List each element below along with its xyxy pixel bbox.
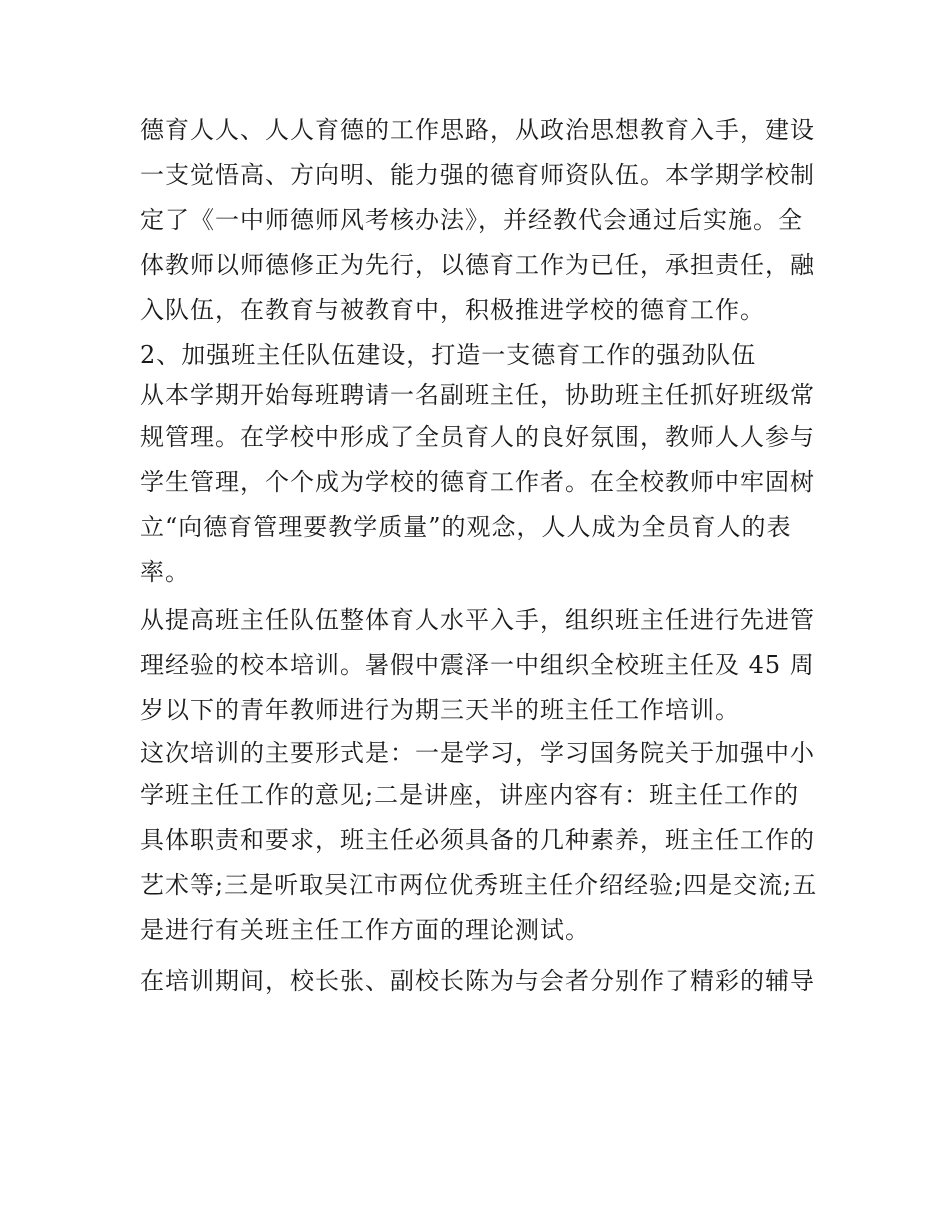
document-body [140, 108, 820, 1004]
paragraph-deputy-head-teacher [140, 375, 820, 595]
paragraph-training-period [140, 959, 820, 1004]
text-line: 入队伍，在教育与被教育中，积极推进学校的德育工作。 [140, 296, 765, 324]
text-line: 体教师以师德修正为先行，以德育工作为已任，承担责任，融 [140, 251, 815, 279]
text-line: 率。 [140, 558, 190, 586]
text-line: 德育人人、人人育德的工作思路，从政治思想教育入手，建设 [140, 116, 815, 144]
section-heading [140, 335, 820, 375]
text-line: 定了《一中师德师风考核办法》，并经教代会通过后实施。全 [140, 206, 803, 234]
text-line: 学生管理，个个成为学校的德育工作者。在全校教师中牢固树 [140, 468, 815, 496]
paragraph-training-forms [140, 733, 820, 953]
paragraph-moral-education-team [140, 108, 820, 333]
text-line: 具体职责和要求，班主任必须具备的几种素养，班主任工作的 [140, 826, 815, 854]
text-line: 是进行有关班主任工作方面的理论测试。 [140, 916, 590, 944]
text-line: 在培训期间，校长张、副校长陈为与会者分别作了精彩的辅导 [140, 967, 815, 995]
text-line: 从提高班主任队伍整体育人水平入手，组织班主任进行先进管 [140, 606, 815, 634]
text-line: 学班主任工作的意见;二是讲座，讲座内容有：班主任工作的 [140, 781, 800, 809]
paragraph-training-plan [140, 598, 820, 733]
text-line: 一支觉悟高、方向明、能力强的德育师资队伍。本学期学校制 [140, 161, 815, 189]
text-line: 艺术等;三是听取吴江市两位优秀班主任介绍经验;四是交流;五 [140, 871, 818, 899]
heading-line: 2、加强班主任队伍建设，打造一支德育工作的强劲队伍 [140, 341, 757, 369]
text-line: 从本学期开始每班聘请一名副班主任，协助班主任抓好班级常 [140, 381, 815, 409]
text-line: 理经验的校本培训。暑假中震泽一中组织全校班主任及 45 周 [140, 651, 815, 679]
text-line: 立“向德育管理要教学质量”的观念，人人成为全员育人的表 [140, 513, 792, 541]
text-line: 岁以下的青年教师进行为期三天半的班主任工作培训。 [140, 696, 740, 724]
text-line: 规管理。在学校中形成了全员育人的良好氛围，教师人人参与 [140, 423, 815, 451]
text-line: 这次培训的主要形式是：一是学习，学习国务院关于加强中小 [140, 739, 815, 767]
